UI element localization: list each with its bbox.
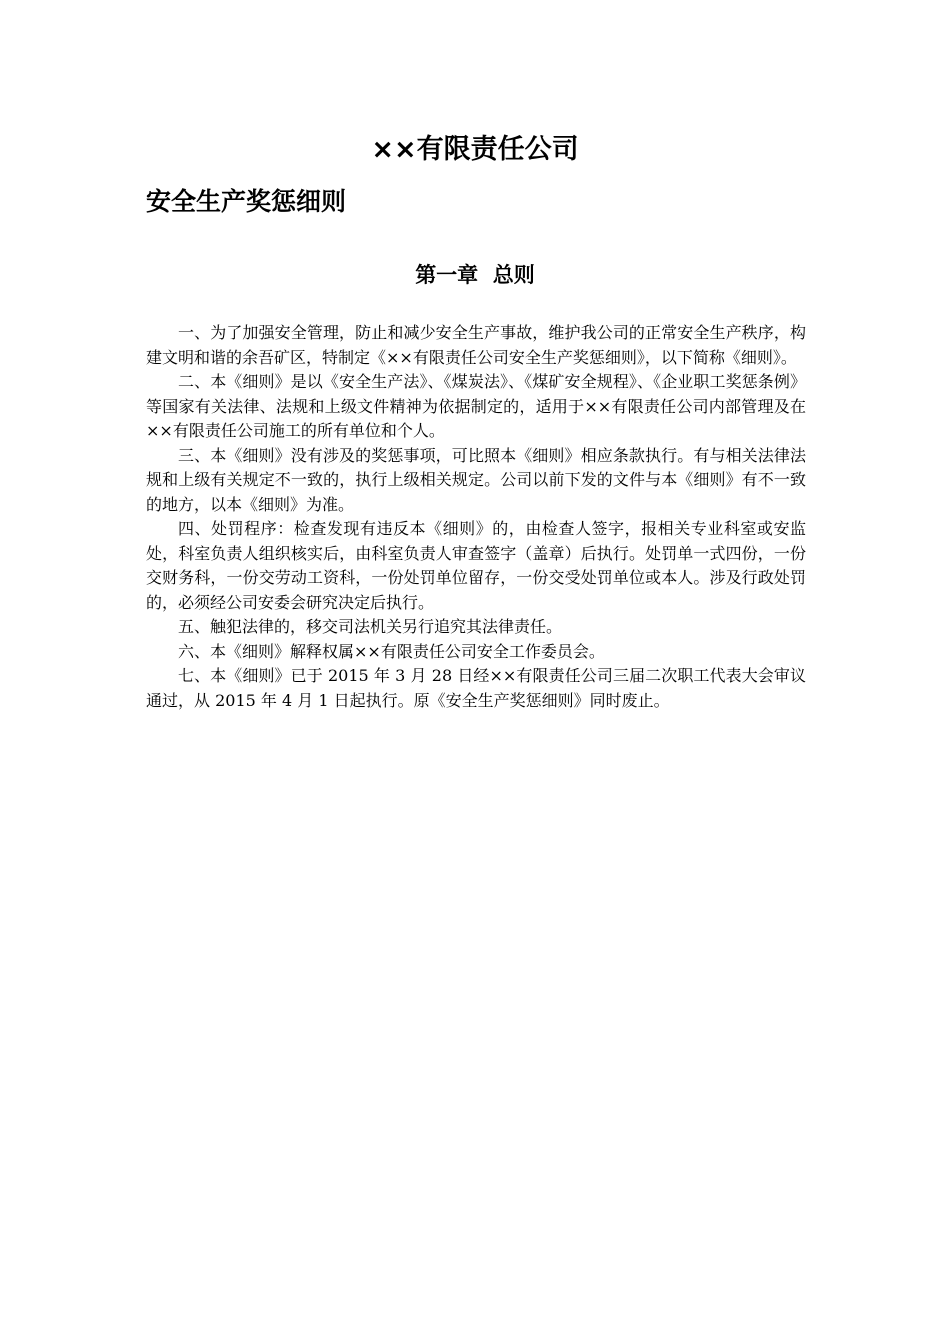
article-3: 三、本《细则》没有涉及的奖惩事项，可比照本《细则》相应条款执行。有与相关法律法规和上级有关规定不一致的，执行上级相关规定。公司以前下发的文件与本《细则》有不一致的地方，以本《细则》为准。	[146, 445, 806, 514]
article-5: 五、触犯法律的，移交司法机关另行追究其法律责任。	[178, 617, 563, 636]
article-7: 七、本《细则》已于 2015 年 3 月 28 日经××有限责任公司三届二次职工代表大会审议通过，从 2015 年 4 月 1 日起执行。原《安全生产奖惩细则》同时废止。	[146, 666, 806, 710]
chapter-title: 第一章 总则	[415, 263, 535, 287]
chapter-body	[146, 321, 806, 713]
article-4: 四、处罚程序：检查发现有违反本《细则》的，由检查人签字，报相关专业科室或安监处，科室负责人组织核实后，由科室负责人审查签字（盖章）后执行。处罚单一式四份，一份交财务科，一份交劳动工资科，一份处罚单位留存，一份交受处罚单位或本人。涉及行政处罚的，必须经公司安委会研究决定后执行。	[146, 519, 806, 612]
article-2: 二、本《细则》是以《安全生产法》、《煤炭法》、《煤矿安全规程》、《企业职工奖惩条例》等国家有关法律、法规和上级文件精神为依据制定的，适用于××有限责任公司内部管理及在××有限责任公司施工的所有单位和个人。	[146, 372, 806, 440]
company-title: ××有限责任公司	[371, 134, 579, 165]
article-1: 一、为了加强安全管理，防止和减少安全生产事故，维护我公司的正常安全生产秩序，构建文明和谐的余吾矿区，特制定《××有限责任公司安全生产奖惩细则》，以下简称《细则》。	[146, 323, 806, 367]
document-title: 安全生产奖惩细则	[146, 187, 347, 216]
article-6: 六、本《细则》解释权属××有限责任公司安全工作委员会。	[178, 641, 605, 661]
